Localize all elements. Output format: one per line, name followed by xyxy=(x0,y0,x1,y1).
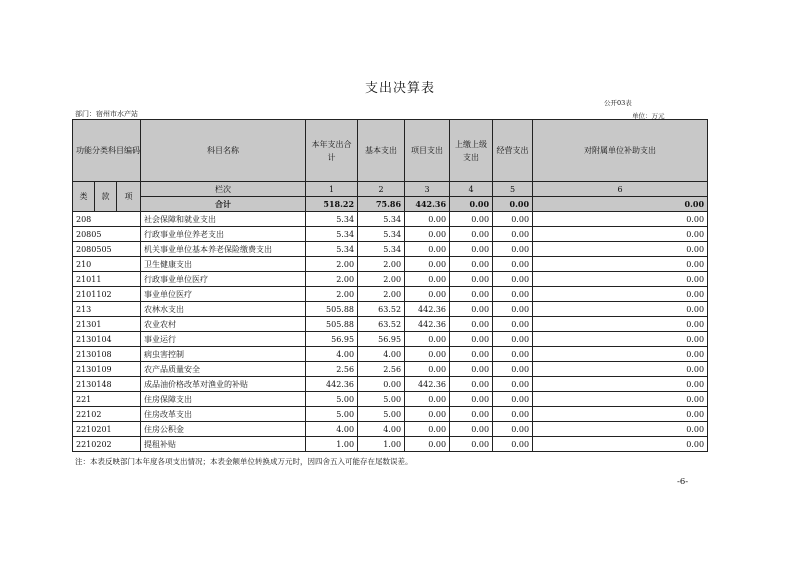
row-code: 221 xyxy=(73,392,141,407)
header-basic: 基本支出 xyxy=(358,120,405,182)
row-business: 0.00 xyxy=(493,227,533,242)
row-code: 20805 xyxy=(73,227,141,242)
row-basic: 5.34 xyxy=(358,242,405,257)
row-code: 2130108 xyxy=(73,347,141,362)
row-subsidy: 0.00 xyxy=(533,317,708,332)
row-basic: 5.00 xyxy=(358,392,405,407)
row-code: 210 xyxy=(73,257,141,272)
row-upper: 0.00 xyxy=(450,347,493,362)
header-subsidy: 对附属单位补助支出 xyxy=(533,120,708,182)
row-total: 5.34 xyxy=(306,242,358,257)
row-code: 21011 xyxy=(73,272,141,287)
row-business: 0.00 xyxy=(493,212,533,227)
row-subsidy: 0.00 xyxy=(533,347,708,362)
row-subsidy: 0.00 xyxy=(533,392,708,407)
row-upper: 0.00 xyxy=(450,272,493,287)
expenditure-table xyxy=(72,119,708,452)
row-project: 0.00 xyxy=(405,257,450,272)
row-subsidy: 0.00 xyxy=(533,242,708,257)
table-row xyxy=(73,362,708,377)
row-code: 22102 xyxy=(73,407,141,422)
row-project: 0.00 xyxy=(405,287,450,302)
row-subsidy: 0.00 xyxy=(533,437,708,452)
row-total: 2.56 xyxy=(306,362,358,377)
page-title: 支出决算表 xyxy=(364,81,435,96)
table-row xyxy=(73,407,708,422)
department-label: 部门：宿州市水产站 xyxy=(75,110,138,118)
row-subject-name: 机关事业单位基本养老保险缴费支出 xyxy=(141,242,306,257)
row-code: 2130104 xyxy=(73,332,141,347)
row-business: 0.00 xyxy=(493,317,533,332)
row-total: 56.95 xyxy=(306,332,358,347)
row-subject-name: 住房改革支出 xyxy=(141,407,306,422)
row-subject-name: 住房公积金 xyxy=(141,422,306,437)
table-row xyxy=(73,302,708,317)
row-subsidy: 0.00 xyxy=(533,287,708,302)
column-index-1: 1 xyxy=(306,182,358,197)
row-business: 0.00 xyxy=(493,437,533,452)
row-code: 213 xyxy=(73,302,141,317)
row-subject-name: 事业单位医疗 xyxy=(141,287,306,302)
row-business: 0.00 xyxy=(493,272,533,287)
row-total: 5.34 xyxy=(306,212,358,227)
table-row xyxy=(73,422,708,437)
header-row xyxy=(73,120,708,182)
row-basic: 1.00 xyxy=(358,437,405,452)
header-upper: 上缴上级支出 xyxy=(450,120,493,182)
sum-upper: 0.00 xyxy=(450,197,493,212)
sum-basic: 75.86 xyxy=(358,197,405,212)
row-total: 5.34 xyxy=(306,227,358,242)
row-upper: 0.00 xyxy=(450,257,493,272)
row-subject-name: 社会保障和就业支出 xyxy=(141,212,306,227)
row-subsidy: 0.00 xyxy=(533,422,708,437)
row-total: 1.00 xyxy=(306,437,358,452)
row-total: 505.88 xyxy=(306,317,358,332)
header-lei: 类 xyxy=(73,182,95,212)
row-subsidy: 0.00 xyxy=(533,257,708,272)
row-subject-name: 成品油价格改革对渔业的补贴 xyxy=(141,377,306,392)
table-row xyxy=(73,392,708,407)
row-project: 0.00 xyxy=(405,392,450,407)
row-basic: 0.00 xyxy=(358,377,405,392)
row-subsidy: 0.00 xyxy=(533,332,708,347)
page-number: -6- xyxy=(677,477,689,487)
header-total: 本年支出合计 xyxy=(306,120,358,182)
row-project: 442.36 xyxy=(405,377,450,392)
row-upper: 0.00 xyxy=(450,212,493,227)
row-subsidy: 0.00 xyxy=(533,407,708,422)
header-business: 经营支出 xyxy=(493,120,533,182)
row-business: 0.00 xyxy=(493,347,533,362)
row-basic: 5.34 xyxy=(358,227,405,242)
row-project: 0.00 xyxy=(405,362,450,377)
row-subsidy: 0.00 xyxy=(533,227,708,242)
row-upper: 0.00 xyxy=(450,407,493,422)
column-index-2: 2 xyxy=(358,182,405,197)
row-code: 2130109 xyxy=(73,362,141,377)
row-upper: 0.00 xyxy=(450,392,493,407)
table-row xyxy=(73,227,708,242)
table-row xyxy=(73,332,708,347)
row-upper: 0.00 xyxy=(450,437,493,452)
header-project: 项目支出 xyxy=(405,120,450,182)
row-upper: 0.00 xyxy=(450,422,493,437)
row-business: 0.00 xyxy=(493,242,533,257)
row-basic: 63.52 xyxy=(358,302,405,317)
column-index-4: 4 xyxy=(450,182,493,197)
row-upper: 0.00 xyxy=(450,377,493,392)
column-index-6: 6 xyxy=(533,182,708,197)
row-project: 0.00 xyxy=(405,212,450,227)
header-func-code: 功能分类科目编码 xyxy=(73,120,141,182)
row-project: 0.00 xyxy=(405,242,450,257)
sum-subsidy: 0.00 xyxy=(533,197,708,212)
row-basic: 5.34 xyxy=(358,212,405,227)
row-business: 0.00 xyxy=(493,407,533,422)
row-subject-name: 住房保障支出 xyxy=(141,392,306,407)
table-row xyxy=(73,287,708,302)
row-basic: 56.95 xyxy=(358,332,405,347)
table-row xyxy=(73,257,708,272)
row-subsidy: 0.00 xyxy=(533,272,708,287)
table-row xyxy=(73,317,708,332)
row-basic: 5.00 xyxy=(358,407,405,422)
row-total: 5.00 xyxy=(306,392,358,407)
row-total: 505.88 xyxy=(306,302,358,317)
column-index-3: 3 xyxy=(405,182,450,197)
row-upper: 0.00 xyxy=(450,362,493,377)
row-total: 442.36 xyxy=(306,377,358,392)
row-subject-name: 农林水支出 xyxy=(141,302,306,317)
row-subsidy: 0.00 xyxy=(533,362,708,377)
row-total: 4.00 xyxy=(306,422,358,437)
form-number: 公开03表 xyxy=(604,99,632,107)
unit-label: 单位：万元 xyxy=(632,112,665,120)
table-row xyxy=(73,212,708,227)
header-kuan: 款 xyxy=(95,182,117,212)
row-code: 21301 xyxy=(73,317,141,332)
row-code: 208 xyxy=(73,212,141,227)
row-subject-name: 农产品质量安全 xyxy=(141,362,306,377)
row-basic: 2.00 xyxy=(358,257,405,272)
row-project: 0.00 xyxy=(405,407,450,422)
table-row xyxy=(73,242,708,257)
footnote: 注：本表反映部门本年度各项支出情况；本表金额单位转换成万元时，因四舍五入可能存在尾数误差。 xyxy=(75,457,413,466)
row-business: 0.00 xyxy=(493,392,533,407)
row-subject-name: 提租补贴 xyxy=(141,437,306,452)
table-row xyxy=(73,272,708,287)
row-subject-name: 农业农村 xyxy=(141,317,306,332)
column-index-label: 栏次 xyxy=(141,182,306,197)
row-code: 2210202 xyxy=(73,437,141,452)
row-total: 2.00 xyxy=(306,287,358,302)
row-basic: 4.00 xyxy=(358,422,405,437)
row-subject-name: 病虫害控制 xyxy=(141,347,306,362)
row-upper: 0.00 xyxy=(450,302,493,317)
row-total: 2.00 xyxy=(306,272,358,287)
row-project: 0.00 xyxy=(405,272,450,287)
row-subsidy: 0.00 xyxy=(533,212,708,227)
row-business: 0.00 xyxy=(493,377,533,392)
row-project: 0.00 xyxy=(405,437,450,452)
row-business: 0.00 xyxy=(493,302,533,317)
sum-project: 442.36 xyxy=(405,197,450,212)
table-row xyxy=(73,377,708,392)
row-upper: 0.00 xyxy=(450,317,493,332)
row-upper: 0.00 xyxy=(450,227,493,242)
sum-row xyxy=(73,197,708,212)
row-business: 0.00 xyxy=(493,257,533,272)
row-subject-name: 卫生健康支出 xyxy=(141,257,306,272)
row-subsidy: 0.00 xyxy=(533,302,708,317)
row-code: 2210201 xyxy=(73,422,141,437)
row-code: 2130148 xyxy=(73,377,141,392)
row-project: 0.00 xyxy=(405,347,450,362)
row-business: 0.00 xyxy=(493,287,533,302)
column-index-row xyxy=(73,182,708,197)
row-code: 2101102 xyxy=(73,287,141,302)
header-subject-name: 科目名称 xyxy=(141,120,306,182)
header-xiang: 项 xyxy=(117,182,141,212)
column-index-5: 5 xyxy=(493,182,533,197)
row-upper: 0.00 xyxy=(450,332,493,347)
row-business: 0.00 xyxy=(493,362,533,377)
row-subject-name: 事业运行 xyxy=(141,332,306,347)
row-basic: 2.00 xyxy=(358,272,405,287)
row-upper: 0.00 xyxy=(450,287,493,302)
row-business: 0.00 xyxy=(493,332,533,347)
row-subject-name: 行政事业单位医疗 xyxy=(141,272,306,287)
sum-total: 518.22 xyxy=(306,197,358,212)
row-subject-name: 行政事业单位养老支出 xyxy=(141,227,306,242)
row-project: 442.36 xyxy=(405,317,450,332)
row-code: 2080505 xyxy=(73,242,141,257)
row-basic: 2.56 xyxy=(358,362,405,377)
row-business: 0.00 xyxy=(493,422,533,437)
row-basic: 2.00 xyxy=(358,287,405,302)
row-project: 0.00 xyxy=(405,422,450,437)
sum-business: 0.00 xyxy=(493,197,533,212)
row-subsidy: 0.00 xyxy=(533,377,708,392)
row-project: 442.36 xyxy=(405,302,450,317)
sum-label: 合计 xyxy=(141,197,306,212)
row-total: 4.00 xyxy=(306,347,358,362)
row-total: 2.00 xyxy=(306,257,358,272)
row-total: 5.00 xyxy=(306,407,358,422)
row-project: 0.00 xyxy=(405,227,450,242)
table-row xyxy=(73,347,708,362)
row-project: 0.00 xyxy=(405,332,450,347)
row-upper: 0.00 xyxy=(450,242,493,257)
row-basic: 63.52 xyxy=(358,317,405,332)
table-row xyxy=(73,437,708,452)
row-basic: 4.00 xyxy=(358,347,405,362)
